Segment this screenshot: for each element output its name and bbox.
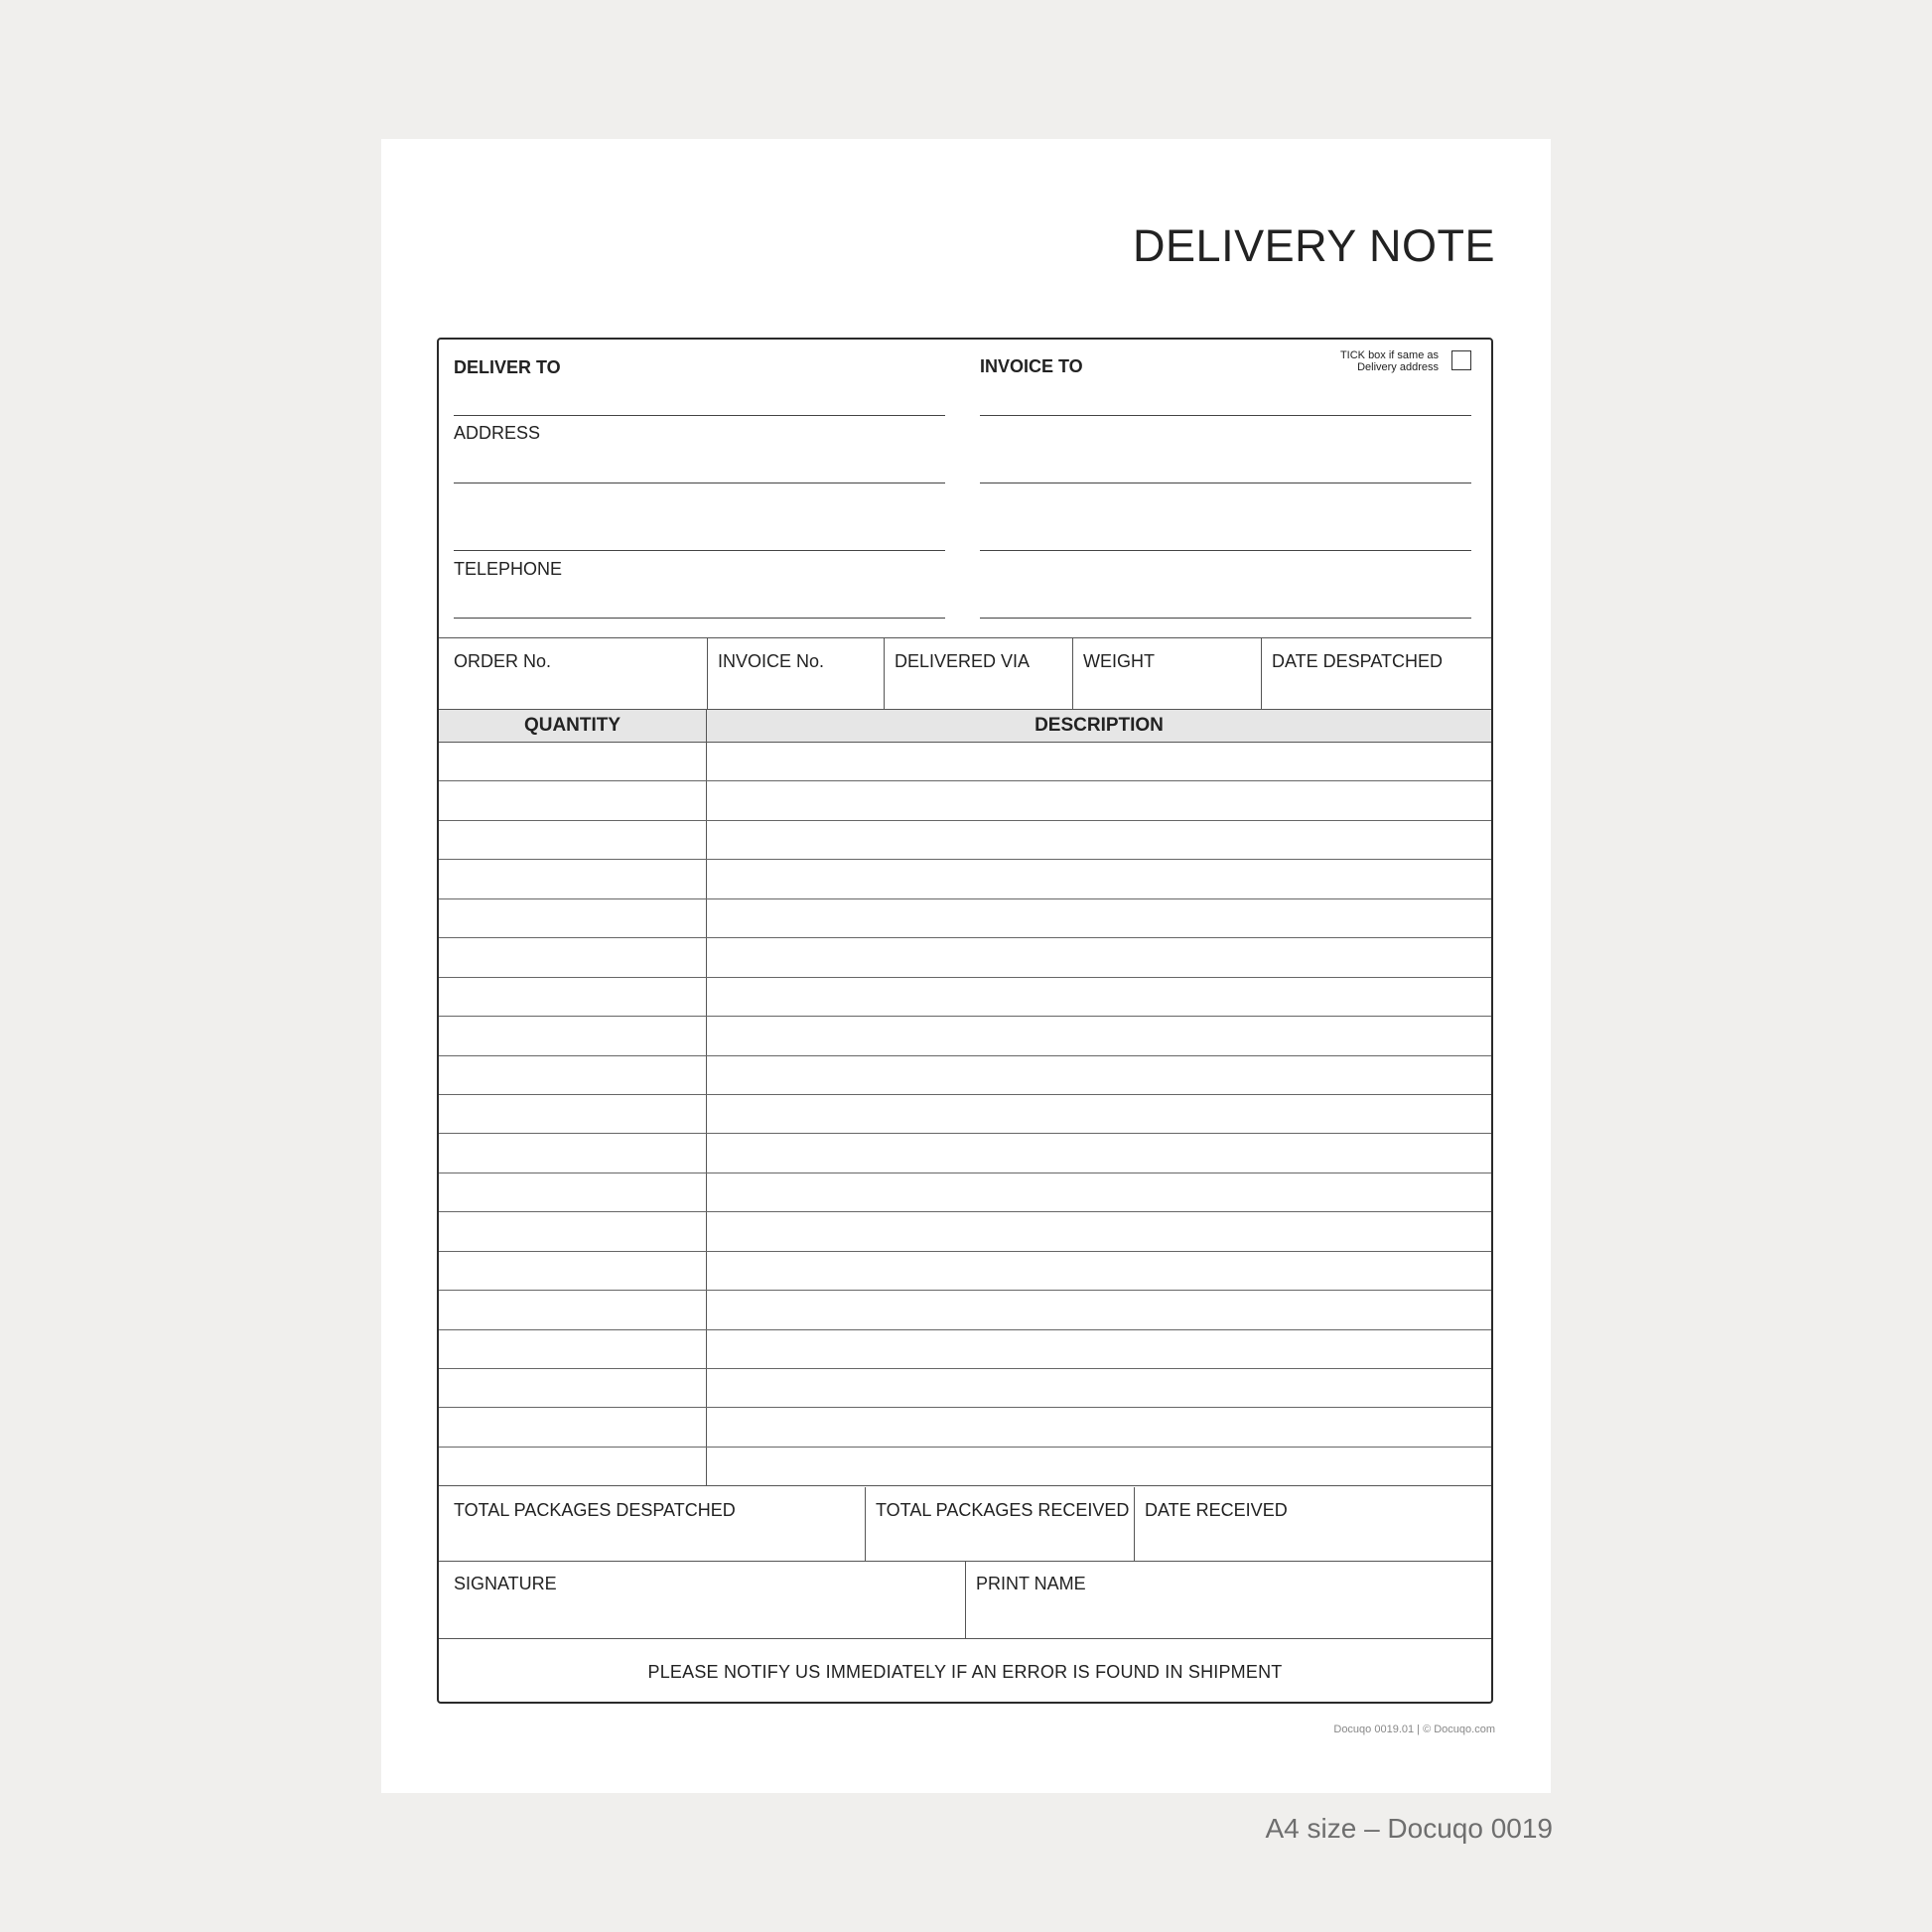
total-packages-despatched-label: TOTAL PACKAGES DESPATCHED [454, 1500, 736, 1520]
quantity-cell[interactable] [439, 821, 707, 859]
description-cell[interactable] [707, 1330, 1491, 1368]
table-row [439, 1330, 1491, 1369]
date-received-label: DATE RECEIVED [1145, 1500, 1288, 1520]
tick-instruction-line-2: Delivery address [1357, 361, 1439, 373]
quantity-cell[interactable] [439, 1173, 707, 1211]
telephone-field[interactable] [454, 618, 945, 619]
size-caption: A4 size – Docuqo 0019 [1265, 1813, 1553, 1844]
quantity-cell[interactable] [439, 1017, 707, 1054]
total-packages-received-field[interactable] [866, 1488, 1134, 1560]
copyright-credit: Docuqo 0019.01 | © Docuqo.com [1333, 1724, 1495, 1735]
print-name-label: PRINT NAME [976, 1574, 1086, 1593]
description-cell[interactable] [707, 743, 1491, 780]
description-column-header: DESCRIPTION [1035, 715, 1164, 736]
divider [439, 1638, 1491, 1639]
quantity-cell[interactable] [439, 1252, 707, 1290]
description-cell[interactable] [707, 1408, 1491, 1446]
table-row [439, 781, 1491, 820]
table-row [439, 1408, 1491, 1447]
table-row [439, 1056, 1491, 1095]
table-row [439, 1291, 1491, 1329]
description-cell[interactable] [707, 860, 1491, 897]
same-address-checkbox[interactable] [1451, 350, 1471, 370]
delivery-note-form [437, 338, 1493, 1704]
divider [439, 637, 1491, 638]
description-cell[interactable] [707, 821, 1491, 859]
error-notice: PLEASE NOTIFY US IMMEDIATELY IF AN ERROR IS FOUND IN SHIPMENT [647, 1662, 1283, 1682]
quantity-cell[interactable] [439, 860, 707, 897]
document-sheet [381, 139, 1551, 1793]
description-cell[interactable] [707, 1369, 1491, 1407]
tick-box-instruction [1340, 349, 1439, 373]
quantity-cell[interactable] [439, 1095, 707, 1133]
description-cell[interactable] [707, 899, 1491, 937]
table-row [439, 1448, 1491, 1486]
print-name-field[interactable] [966, 1563, 1493, 1636]
table-row [439, 1212, 1491, 1251]
description-cell[interactable] [707, 1017, 1491, 1054]
quantity-cell[interactable] [439, 743, 707, 780]
quantity-cell[interactable] [439, 1134, 707, 1172]
invoice-to-line-1-field[interactable] [980, 415, 1471, 416]
delivered-via-field[interactable] [885, 639, 1072, 709]
order-number-field[interactable] [439, 639, 707, 709]
description-cell[interactable] [707, 1134, 1491, 1172]
items-table-body [439, 743, 1491, 1487]
table-row [439, 1017, 1491, 1055]
invoice-number-label: INVOICE No. [718, 651, 825, 671]
description-cell[interactable] [707, 1448, 1491, 1485]
table-row [439, 821, 1491, 860]
quantity-cell[interactable] [439, 1448, 707, 1485]
quantity-cell[interactable] [439, 978, 707, 1016]
table-row [439, 1369, 1491, 1408]
description-cell[interactable] [707, 978, 1491, 1016]
deliver-to-label: DELIVER TO [454, 357, 561, 377]
invoice-to-line-3-field[interactable] [980, 550, 1471, 551]
deliver-to-name-field[interactable] [454, 415, 945, 416]
quantity-cell[interactable] [439, 899, 707, 937]
total-packages-received-label: TOTAL PACKAGES RECEIVED [876, 1500, 1130, 1520]
order-number-label: ORDER No. [454, 651, 552, 671]
total-packages-despatched-field[interactable] [439, 1488, 865, 1560]
quantity-cell[interactable] [439, 1408, 707, 1446]
table-row [439, 938, 1491, 977]
items-table-header [439, 709, 1491, 743]
description-cell[interactable] [707, 1095, 1491, 1133]
document-title: DELIVERY NOTE [1133, 220, 1495, 271]
deliver-address-line-2-field[interactable] [454, 550, 945, 551]
signature-field[interactable] [439, 1563, 965, 1636]
weight-label: WEIGHT [1083, 651, 1155, 671]
description-cell[interactable] [707, 1291, 1491, 1328]
date-received-field[interactable] [1135, 1488, 1493, 1560]
delivered-via-label: DELIVERED VIA [895, 651, 1031, 671]
description-cell[interactable] [707, 1173, 1491, 1211]
quantity-column-header: QUANTITY [439, 710, 707, 742]
table-row [439, 860, 1491, 898]
table-row [439, 1173, 1491, 1212]
quantity-cell[interactable] [439, 1369, 707, 1407]
quantity-cell[interactable] [439, 1212, 707, 1250]
description-cell[interactable] [707, 1056, 1491, 1094]
description-cell[interactable] [707, 1252, 1491, 1290]
description-cell[interactable] [707, 1212, 1491, 1250]
quantity-cell[interactable] [439, 1330, 707, 1368]
table-row [439, 743, 1491, 781]
signature-label: SIGNATURE [454, 1574, 557, 1593]
table-row [439, 1252, 1491, 1291]
quantity-cell[interactable] [439, 781, 707, 819]
table-row [439, 1095, 1491, 1134]
date-despatched-label: DATE DESPATCHED [1272, 651, 1444, 671]
quantity-cell[interactable] [439, 1056, 707, 1094]
quantity-cell[interactable] [439, 1291, 707, 1328]
table-row [439, 899, 1491, 938]
description-cell[interactable] [707, 938, 1491, 976]
invoice-number-field[interactable] [708, 639, 884, 709]
tick-instruction-line-1: TICK box if same as [1339, 349, 1439, 361]
invoice-to-line-4-field[interactable] [980, 618, 1471, 619]
invoice-to-label: INVOICE TO [980, 356, 1083, 376]
quantity-cell[interactable] [439, 938, 707, 976]
date-despatched-field[interactable] [1262, 639, 1493, 709]
telephone-label: TELEPHONE [454, 559, 563, 579]
table-row [439, 1134, 1491, 1173]
address-label: ADDRESS [454, 423, 541, 443]
table-row [439, 978, 1491, 1017]
weight-field[interactable] [1073, 639, 1261, 709]
description-cell[interactable] [707, 781, 1491, 819]
